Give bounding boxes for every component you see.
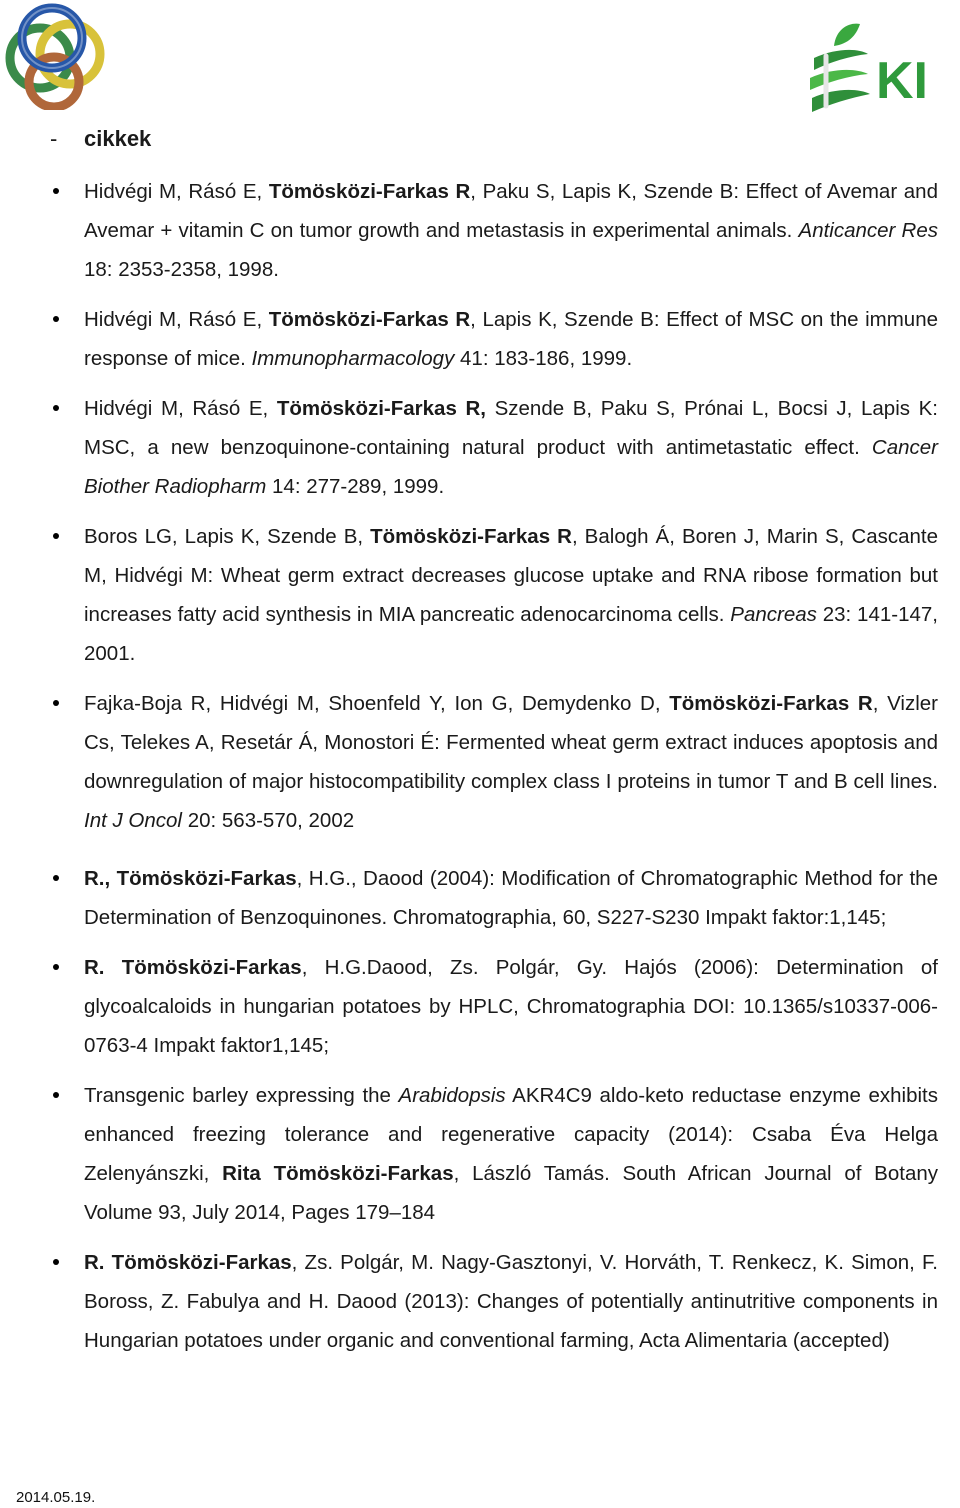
- heading-dash: -: [50, 126, 58, 151]
- publication-item: R. Tömösközi-Farkas, H.G.Daood, Zs. Polgár, Gy. Hajós (2006): Determination of glycoalcaloids in hungarian potatoes by HPLC, Chromatographia DOI: 10.1365/s10337-006-0763-4 Impakt faktor1,145;: [84, 948, 938, 1065]
- section-heading: [50, 124, 151, 154]
- publication-item: Hidvégi M, Rásó E, Tömösközi-Farkas R, Paku S, Lapis K, Szende B: Effect of Avemar and Avemar + vitamin C on tumor growth and metastasis in experimental animals. Anticancer Res 18: 2353-2358, 1998.: [84, 172, 938, 289]
- rings-logo-icon: [0, 2, 108, 110]
- eki-logo-icon: [806, 18, 956, 114]
- publication-item: R., Tömösközi-Farkas, H.G., Daood (2004): Modification of Chromatographic Method for the Determination of Benzoquinones. Chromatographia, 60, S227-S230 Impakt faktor:1,145;: [84, 859, 938, 937]
- publication-list: [84, 172, 938, 1371]
- footer-date: 2014.05.19.: [16, 1489, 96, 1506]
- publication-item: Hidvégi M, Rásó E, Tömösközi-Farkas R, Lapis K, Szende B: Effect of MSC on the immune response of mice. Immunopharmacology 41: 183-186, 1999.: [84, 300, 938, 378]
- publication-item: Transgenic barley expressing the Arabidopsis AKR4C9 aldo-keto reductase enzyme exhibits enhanced freezing tolerance and regenerative capacity (2014): Csaba Éva Helga Zelenyánszki, Rita Tömösközi-Farkas, László Tamás. South African Journal of Botany Volume 93, July 2014, Pages 179–184: [84, 1076, 938, 1232]
- publication-item: Fajka-Boja R, Hidvégi M, Shoenfeld Y, Ion G, Demydenko D, Tömösközi-Farkas R, Vizler Cs, Telekes A, Resetár Á, Monostori É: Fermented wheat germ extract induces apoptosis and downregulation of major histocompatibility complex class I proteins in tumor T and B cell lines. Int J Oncol 20: 563-570, 2002: [84, 684, 938, 840]
- publication-item: R. Tömösközi-Farkas, Zs. Polgár, M. Nagy-Gasztonyi, V. Horváth, T. Renkecz, K. Simon, F. Boross, Z. Fabulya and H. Daood (2013): Changes of potentially antinutritive components in Hungarian potatoes under organic and conventional farming, Acta Alimentaria (accepted): [84, 1243, 938, 1360]
- publication-item: Hidvégi M, Rásó E, Tömösközi-Farkas R, Szende B, Paku S, Prónai L, Bocsi J, Lapis K: MSC, a new benzoquinone-containing natural product with antimetastatic effect. Cancer Biother Radiopharm 14: 277-289, 1999.: [84, 389, 938, 506]
- publication-item: Boros LG, Lapis K, Szende B, Tömösközi-Farkas R, Balogh Á, Boren J, Marin S, Cascante M, Hidvégi M: Wheat germ extract decreases glucose uptake and RNA ribose formation but increases fatty acid synthesis in MIA pancreatic adenocarcinoma cells. Pancreas 23: 141-147, 2001.: [84, 517, 938, 673]
- section-title: cikkek: [84, 126, 152, 151]
- eki-logo-text: KI: [876, 52, 928, 110]
